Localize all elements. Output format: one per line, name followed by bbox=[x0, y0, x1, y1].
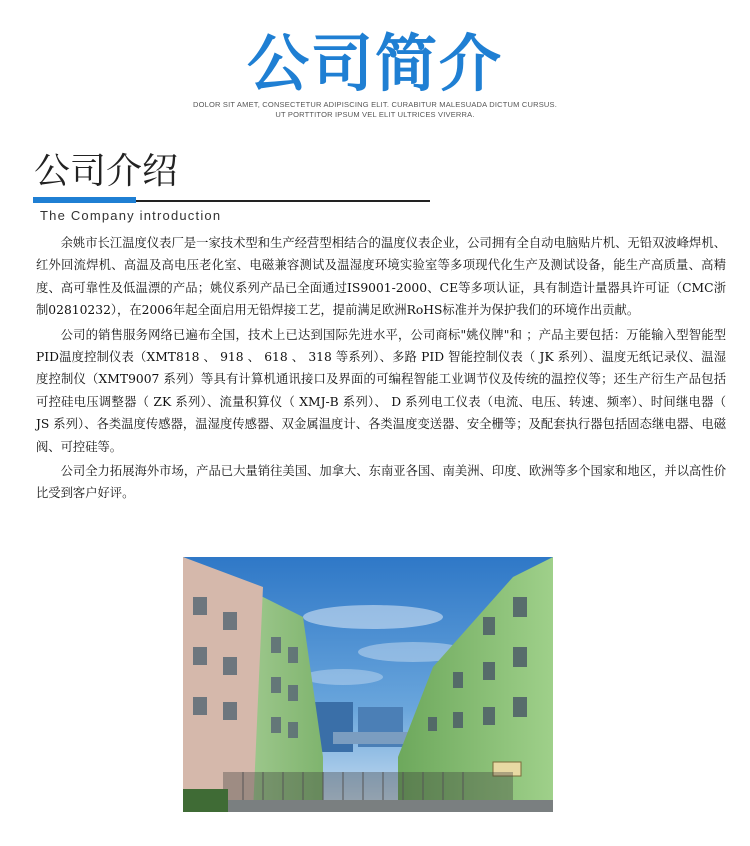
section-title: 公司介绍 bbox=[34, 151, 179, 192]
section-divider-accent bbox=[33, 197, 136, 203]
intro-paragraph-2: 公司的销售服务网络已遍布全国，技术上已达到国际先进水平，公司商标"姚仪牌"和 ；产品主要包括：万能输入型智能型PID温度控制仪表（XMT818 、 918 、 618 、 318 等系列）、多路 PID 智能控制仪表（ JK 系列）、温度无纸记录仪、温湿度控制仪（XMT9007 系列）等具有计算机通讯接口及界面的可编程智能工业调节仪及传统的温控仪等；还生产衍生产品包括可控硅电压调整器（ ZK 系列）、流量积算仪（ XMJ-B 系列）、 D 系列电工仪表（电流、电压、转速、频率）、时间继电器（ JS 系列）、各类温度传感器，温湿度传感器、双金属温度计、各类温度变送器、安全栅等；及配套执行器包括固态继电器、电磁阀、可控硅等。 bbox=[36, 327, 726, 454]
intro-paragraph-1: 余姚市长江温度仪表厂是一家技术型和生产经营型相结合的温度仪表企业，公司拥有全自动电脑贴片机、无铅双波峰焊机、红外回流焊机、高温及高电压老化室、电磁兼容测试及温湿度环境实验室等多项现代化生产及测试设备，能生产高质量、高精度、高可靠性及低温漂的产品；姚仪系列产品已全面通过IS9001-2000、CE等多项认证，具有制造计量器具许可证（CMC浙制02810232），在2006年起全面启用无铅焊接工艺，提前满足欧洲RoHS标准并为保护我们的环境作出贡献。 bbox=[36, 236, 726, 318]
page-subtitle-line-1: DOLOR SIT AMET, CONSECTETUR ADIPISCING ELIT. CURABITUR MALESUADA DICTUM CURSUS. bbox=[192, 100, 558, 109]
page-title: 公司简介 bbox=[246, 27, 503, 100]
section-subtitle-en: The Company introduction bbox=[40, 208, 222, 223]
factory-building-photo bbox=[183, 557, 553, 812]
page-subtitle-line-2: UT PORTTITOR IPSUM VEL ELIT ULTRICES VIVERRA. bbox=[275, 110, 475, 119]
intro-paragraph-3: 公司全力拓展海外市场，产品已大量销往美国、加拿大、东南亚各国、南美洲、印度、欧洲等多个国家和地区，并以高性价比受到客户好评。 bbox=[36, 464, 726, 501]
intro-body bbox=[36, 232, 726, 507]
factory-photo-illustration bbox=[183, 557, 553, 812]
